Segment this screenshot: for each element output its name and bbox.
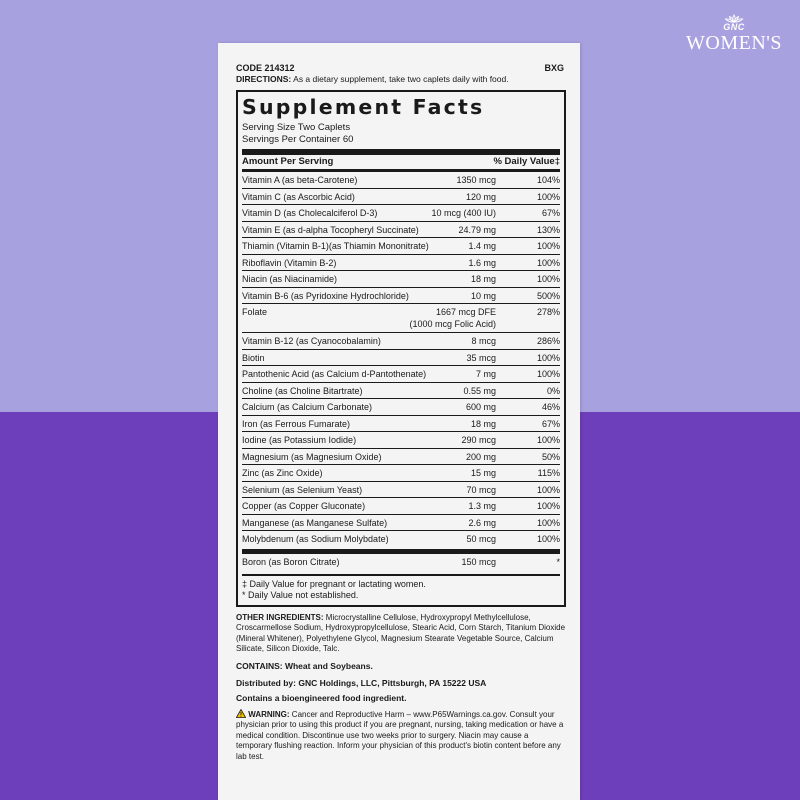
- nutrient-amount: [466, 399, 496, 413]
- other-ingredients-label: OTHER INGREDIENTS:: [236, 612, 324, 622]
- nutrient-row: [242, 366, 560, 383]
- nutrient-amount: [463, 383, 496, 397]
- label-panel: [218, 43, 580, 800]
- lot-code: BXG: [544, 63, 564, 73]
- nutrient-amount-line: 7 mg: [475, 369, 496, 379]
- nutrient-amount-line: 50 mcg: [466, 534, 496, 544]
- nutrient-amount-line: 120 mg: [465, 191, 496, 202]
- nutrient-amount: [468, 238, 496, 252]
- directions-text: As a dietary supplement, take two caplets daily with food.: [293, 74, 509, 84]
- nutrient-name: Vitamin E (as d-alpha Tocopheryl Succinate): [242, 224, 419, 235]
- nutrient-daily-value: 286%: [536, 336, 560, 346]
- nutrient-row: [242, 399, 560, 416]
- nutrient-row: [242, 189, 560, 206]
- nutrient-daily-value: 500%: [536, 290, 560, 301]
- nutrient-name: Thiamin (Vitamin B-1)(as Thiamin Mononitrate): [242, 241, 429, 251]
- nutrient-table: [242, 172, 560, 547]
- nutrient-amount-line: 290 mcg: [461, 435, 496, 445]
- nutrient-daily-value: 67%: [541, 208, 560, 218]
- nutrient-daily-value: 100%: [536, 241, 560, 251]
- nutrient-row: [242, 205, 560, 222]
- nutrient-row: [242, 482, 560, 499]
- other-ingredients-text: Microcrystalline Cellulose, Hydroxypropyl Methylcellulose, Croscarmellose Sodium, Hydroxypropylcellulose, Stearic Acid, Corn Starch, Titanium Dioxide (Mineral Whitener), Polyethylene Glycol, Magnesium Stearate Vegetable Source, Calcium Silicate, Silicon Dioxide, Talc.: [236, 612, 566, 653]
- nutrient-amount-line: 18 mg: [470, 274, 496, 284]
- nutrient-amount-line: 10 mcg (400 IU): [431, 208, 496, 218]
- nutrient-amount-line: 10 mg: [470, 290, 496, 301]
- nutrient-name: Vitamin A (as beta-Carotene): [242, 175, 358, 185]
- nutrient-amount: [431, 205, 496, 219]
- nutrient-daily-value: 100%: [536, 501, 560, 511]
- warning-label: WARNING:: [248, 709, 290, 719]
- nutrient-daily-value: 278%: [536, 307, 560, 317]
- nutrient-name: Vitamin B-6 (as Pyridoxine Hydrochloride): [242, 290, 409, 301]
- nutrient-amount: [409, 304, 496, 330]
- nutrient-name: Zinc (as Zinc Oxide): [242, 468, 323, 478]
- nutrient-name: Boron (as Boron Citrate): [242, 556, 340, 567]
- brand-logo: [684, 14, 784, 54]
- nutrient-amount-line: 1350 mcg: [456, 175, 496, 185]
- nutrient-amount: [471, 465, 496, 479]
- product-code: CODE 214312: [236, 63, 295, 73]
- nutrient-daily-value: 100%: [536, 352, 560, 363]
- nutrient-name: Iron (as Ferrous Fumarate): [242, 418, 351, 429]
- warning-text: Cancer and Reproductive Harm – www.P65Warnings.ca.gov. Consult your physician prior to using this product if you are pregnant, nursing, taking medication or have a medical condition. Discontinue use two weeks prior to surgery. Niacin may cause a temporary flushing reaction. Inform your physician of this product's biotin content before any lab test.: [236, 709, 564, 761]
- brand-gnc: GNC: [723, 22, 745, 32]
- nutrient-row: [242, 432, 560, 449]
- nutrient-daily-value: 100%: [536, 369, 560, 379]
- bioengineered-statement: Contains a bioengineered food ingredient.: [236, 692, 407, 703]
- nutrient-name: Vitamin D (as Cholecalciferol D-3): [242, 208, 378, 218]
- nutrient-row-boron: [242, 554, 560, 571]
- footnote-not-established: * Daily Value not established.: [242, 589, 359, 600]
- nutrient-daily-value: 0%: [546, 385, 560, 396]
- nutrient-name: Pantothenic Acid (as Calcium d-Pantothenate): [242, 369, 427, 379]
- nutrient-daily-value: 130%: [536, 224, 560, 235]
- nutrient-row: [242, 304, 560, 333]
- nutrient-daily-value: 100%: [536, 274, 560, 284]
- nutrient-row: [242, 288, 560, 305]
- nutrient-row: [242, 333, 560, 350]
- nutrient-amount: [466, 482, 496, 496]
- warning-triangle-icon: [236, 709, 246, 718]
- warning-statement: [236, 709, 566, 763]
- nutrient-amount-line: 24.79 mg: [458, 224, 496, 235]
- nutrient-daily-value: 100%: [536, 534, 560, 544]
- nutrient-amount-line: 70 mcg: [466, 484, 496, 495]
- nutrient-name: Vitamin C (as Ascorbic Acid): [242, 191, 355, 202]
- nutrient-daily-value: 100%: [536, 435, 560, 445]
- nutrient-amount-line: 1.4 mg: [468, 241, 496, 251]
- nutrient-amount: [468, 255, 496, 269]
- nutrient-amount-line: 35 mcg: [466, 352, 496, 363]
- nutrient-amount: [468, 515, 496, 529]
- nutrient-amount-line: 1.6 mg: [468, 257, 496, 268]
- nutrient-row: [242, 515, 560, 532]
- nutrient-row: [242, 498, 560, 515]
- nutrient-name: Biotin: [242, 352, 265, 363]
- nutrient-row: [242, 383, 560, 400]
- nutrient-row: [242, 465, 560, 482]
- nutrient-amount-line: 8 mcg: [471, 336, 496, 346]
- nutrient-amount-line: 0.55 mg: [463, 385, 496, 396]
- distributor-statement: Distributed by: GNC Holdings, LLC, Pittsburgh, PA 15222 USA: [236, 677, 487, 688]
- nutrient-amount-line: 18 mg: [470, 418, 496, 429]
- nutrient-name: Iodine (as Potassium Iodide): [242, 435, 357, 445]
- nutrient-name: Riboflavin (Vitamin B-2): [242, 257, 337, 268]
- brand-name: WOMEN'S: [686, 32, 782, 54]
- nutrient-amount: [461, 432, 496, 446]
- nutrient-amount-line: 1667 mcg DFE: [435, 307, 496, 317]
- nutrient-row: [242, 416, 560, 433]
- nutrient-daily-value: 115%: [537, 468, 560, 478]
- nutrient-name: Manganese (as Manganese Sulfate): [242, 517, 388, 528]
- nutrient-daily-value: 104%: [536, 175, 560, 185]
- nutrient-daily-value: 100%: [536, 517, 560, 528]
- nutrient-daily-value: 100%: [536, 484, 560, 495]
- serving-size: Serving Size Two Caplets: [242, 122, 351, 133]
- other-ingredients: [236, 613, 566, 655]
- nutrient-amount: [458, 222, 496, 236]
- nutrient-row: [242, 222, 560, 239]
- directions-label: DIRECTIONS:: [236, 74, 292, 84]
- nutrient-row: [242, 172, 560, 189]
- facts-footnotes: [242, 579, 560, 601]
- nutrient-amount-line: 2.6 mg: [468, 517, 496, 528]
- directions: [236, 74, 566, 85]
- contains-statement: CONTAINS: Wheat and Soybeans.: [236, 660, 373, 671]
- nutrient-name: Copper (as Copper Gluconate): [242, 501, 366, 511]
- nutrient-amount: [466, 449, 496, 463]
- daily-value-header: % Daily Value‡: [493, 156, 560, 167]
- nutrient-name: Calcium (as Calcium Carbonate): [242, 402, 373, 412]
- nutrient-row: [242, 271, 560, 288]
- label-content: [236, 63, 566, 762]
- code-row: [236, 63, 566, 74]
- nutrient-name: Niacin (as Niacinamide): [242, 274, 338, 284]
- nutrient-amount-line: 15 mg: [470, 468, 496, 478]
- nutrient-amount: [471, 288, 496, 302]
- nutrient-amount: [468, 498, 496, 512]
- nutrient-daily-value: 46%: [541, 402, 560, 412]
- nutrient-daily-value: 50%: [541, 451, 560, 462]
- nutrient-amount: [456, 172, 496, 186]
- nutrient-row: [242, 449, 560, 466]
- nutrient-amount-line: 1.3 mg: [468, 501, 496, 511]
- nutrient-daily-value: 100%: [536, 257, 560, 268]
- nutrient-amount-line: 600 mg: [465, 402, 496, 412]
- amount-header-row: [242, 155, 560, 169]
- nutrient-amount: [471, 271, 496, 285]
- nutrient-daily-value: *: [556, 556, 560, 567]
- nutrient-name: Selenium (as Selenium Yeast): [242, 484, 363, 495]
- nutrient-amount: [471, 333, 496, 347]
- nutrient-daily-value: 100%: [536, 191, 560, 202]
- nutrient-name: Vitamin B-12 (as Cyanocobalamin): [242, 336, 381, 346]
- nutrient-amount: [466, 350, 496, 364]
- nutrient-amount: [466, 189, 496, 203]
- nutrient-name: Choline (as Choline Bitartrate): [242, 385, 363, 396]
- nutrient-name: Magnesium (as Magnesium Oxide): [242, 451, 382, 462]
- nutrient-amount-line: (1000 mcg Folic Acid): [409, 319, 496, 329]
- nutrient-row: [242, 531, 560, 547]
- nutrient-amount: [466, 531, 496, 545]
- nutrient-row: [242, 255, 560, 272]
- nutrient-amount: 150 mcg: [461, 556, 496, 567]
- nutrient-amount: [471, 416, 496, 430]
- supplement-facts-panel: [236, 90, 566, 607]
- footnote-daily-value: ‡ Daily Value for pregnant or lactating women.: [242, 578, 426, 589]
- nutrient-amount-line: 200 mg: [465, 451, 496, 462]
- nutrient-daily-value: 67%: [541, 418, 560, 429]
- servings-per-container: Servings Per Container 60: [242, 134, 354, 145]
- facts-title: Supplement Facts: [242, 95, 485, 119]
- nutrient-row: [242, 350, 560, 367]
- nutrient-row: [242, 238, 560, 255]
- nutrient-name: Folate: [242, 307, 268, 317]
- divider-thin: [242, 574, 560, 576]
- amount-per-serving-header: Amount Per Serving: [242, 156, 334, 167]
- nutrient-name: Molybdenum (as Sodium Molybdate): [242, 534, 389, 544]
- nutrient-amount: [476, 366, 496, 380]
